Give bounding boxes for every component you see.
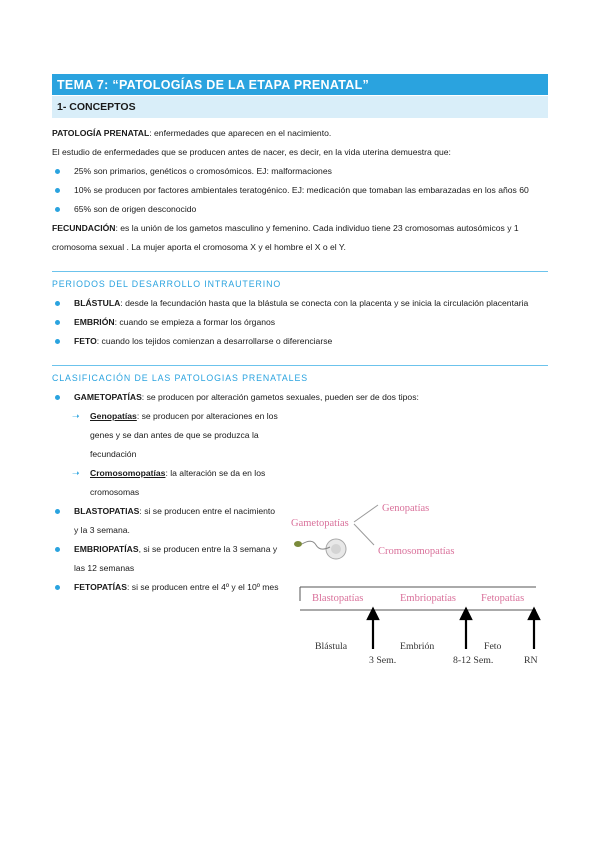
fecundacion-paragraph [52, 219, 548, 257]
term-label: EMBRIOPATÍAS [74, 544, 139, 554]
diagram-blastopatias: Blastopatías [312, 593, 364, 604]
diagram-embrion: Embrión [400, 641, 435, 652]
term-label: BLASTOPATIAS [74, 506, 140, 516]
patologia-prenatal-paragraph [52, 124, 548, 143]
section-heading-periodos: PERIODOS DEL DESARROLLO INTRAUTERINO [52, 271, 548, 290]
term-text: : se producen por alteración gametos sexuales, pueden ser de dos tipos: [141, 392, 419, 402]
gametopatias-sublist [52, 407, 280, 502]
term-text: : se producen por alteraciones en los genes y se dan antes de que se produzca la fecundación [90, 411, 278, 459]
page-title: TEMA 7: “PATOLOGÍAS DE LA ETAPA PRENATAL” [52, 74, 548, 95]
prenatal-pathology-diagram [286, 483, 546, 673]
term-text: : cuando los tejidos comienzan a desarrollarse o diferenciarse [96, 336, 333, 346]
term-label: FETO [74, 336, 97, 346]
arrow-right-icon: ➝ [72, 468, 80, 478]
list-item: 10% se producen por factores ambientales teratogénico. EJ: medicación que tomaban las embarazadas en los años 60 [52, 181, 548, 200]
clasificacion-list [52, 388, 548, 407]
term-text: : cuando se empieza a formar los órganos [114, 317, 276, 327]
term-text: : si se producen entre el 4º y el 10º mes [127, 582, 279, 592]
term-label: FECUNDACIÓN [52, 223, 116, 233]
clasificacion-left-column [52, 407, 280, 597]
section-title-conceptos: 1- CONCEPTOS [52, 96, 548, 118]
section-heading-clasificacion: CLASIFICACIÓN DE LAS PATOLOGIAS PRENATALES [52, 365, 548, 384]
term-label: PATOLOGÍA PRENATAL [52, 128, 150, 138]
list-item [52, 464, 280, 502]
diagram-3sem: 3 Sem. [369, 655, 397, 666]
list-item [52, 502, 280, 540]
term-text: : la alteración se da en los cromosomas [90, 468, 266, 497]
list-item: 65% son de origen desconocido [52, 200, 548, 219]
term-label: Genopatías [90, 411, 137, 421]
list-item [52, 313, 548, 332]
term-text: : si se producen entre el nacimiento y la 3 semana. [74, 506, 276, 535]
list-item: 25% son primarios, genéticos o cromosómicos. EJ: malformaciones [52, 162, 548, 181]
diagram-gametopatias: Gametopatías [291, 518, 349, 529]
diagram-feto: Feto [484, 641, 502, 652]
diagram-blastula: Blástula [315, 641, 348, 652]
sperm-egg-icon [294, 539, 346, 559]
diagram-fetopatias: Fetopatías [481, 593, 525, 604]
diagram-cromosomopatias: Cromosomopatías [378, 546, 455, 557]
branch-line-lower [354, 524, 374, 545]
list-item [52, 540, 280, 578]
conceptos-body [52, 124, 548, 257]
diagram-rn: RN [524, 655, 538, 666]
term-text: : desde la fecundación hasta que la blástula se conecta con la placenta y se inicia la circulación placentaria [120, 298, 529, 308]
term-label: EMBRIÓN [74, 317, 115, 327]
periodos-list [52, 294, 548, 351]
term-label: BLÁSTULA [74, 298, 121, 308]
conceptos-list [52, 162, 548, 219]
list-item [52, 332, 548, 351]
diagram-812sem: 8-12 Sem. [453, 655, 494, 666]
arrow-right-icon: ➝ [72, 411, 80, 421]
term-text: : enfermedades que aparecen en el nacimiento. [149, 128, 332, 138]
patologias-list [52, 502, 280, 597]
list-item [52, 388, 548, 407]
term-label: FETOPATÍAS [74, 582, 127, 592]
list-item [52, 578, 280, 597]
list-item [52, 407, 280, 464]
term-label: GAMETOPATÍAS [74, 392, 142, 402]
term-label: Cromosomopatías [90, 468, 166, 478]
diagram-embriopatias: Embriopatías [400, 593, 456, 604]
branch-line-upper [354, 505, 378, 522]
list-item [52, 294, 548, 313]
term-text: : es la unión de los gametos masculino y femenino. Cada individuo tiene 23 cromosomas autosómicos y 1 cromosoma sexual . La mujer aporta el cromosoma X y el hombre el X o el Y. [52, 223, 519, 252]
estudio-paragraph: El estudio de enfermedades que se producen antes de nacer, es decir, en la vida uterina demuestra que: [52, 147, 451, 157]
diagram-genopatias: Genopatías [382, 503, 430, 514]
term-text: , si se producen entre la 3 semana y las 12 semanas [74, 544, 278, 573]
